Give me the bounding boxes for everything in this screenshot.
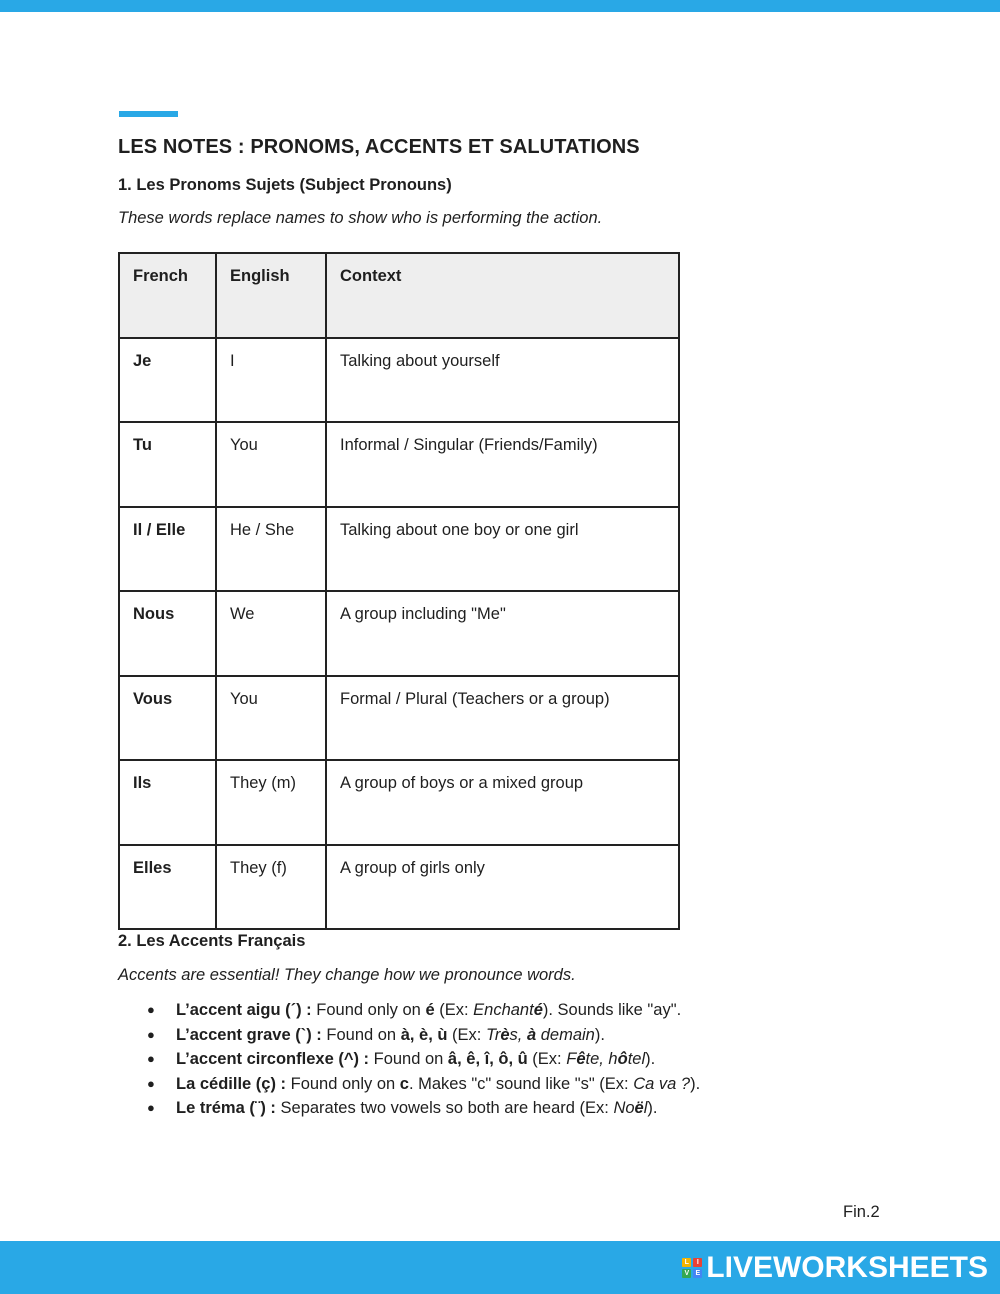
accent-name: L’accent grave (`) : — [176, 1025, 322, 1044]
table-row — [119, 760, 679, 845]
brand-logo[interactable] — [682, 1253, 988, 1283]
cell-context: Talking about yourself — [326, 338, 679, 423]
section-2-heading: 2. Les Accents Français — [118, 932, 306, 950]
cell-english: We — [216, 591, 326, 676]
accent-description-part: Found on — [369, 1050, 448, 1068]
footer-band — [0, 1241, 1000, 1294]
accent-description-part: F — [566, 1050, 577, 1068]
accent-description-part: ë — [634, 1099, 644, 1117]
cell-english: They (f) — [216, 845, 326, 930]
cell-french: Je — [119, 338, 216, 423]
accent-description-part: Enchant — [473, 1001, 534, 1019]
cell-context: Formal / Plural (Teachers or a group) — [326, 676, 679, 761]
accent-description-part: é — [425, 1001, 435, 1019]
accent-name: L’accent aigu (´) : — [176, 1001, 312, 1019]
cell-context: A group including "Me" — [326, 591, 679, 676]
accent-name: L’accent circonflexe (^) : — [176, 1050, 370, 1068]
accent-description-part: (Ex: — [447, 1025, 486, 1044]
page-number: Fin.2 — [843, 1203, 880, 1221]
cell-french: Ils — [119, 760, 216, 845]
cell-french: Il / Elle — [119, 507, 216, 592]
accent-name: Le tréma (¨) : — [176, 1099, 276, 1117]
cell-english: You — [216, 676, 326, 761]
table-row — [119, 338, 679, 423]
accent-description-part: ). — [690, 1074, 701, 1093]
accent-description-part: Found only on — [311, 1001, 426, 1019]
column-header-english: English — [216, 253, 326, 338]
table-row — [119, 845, 679, 930]
pronoun-table — [118, 252, 680, 930]
cell-french: Nous — [119, 591, 216, 676]
accent-list — [145, 998, 700, 1121]
accent-description-part: â, ê, î, ô, û — [447, 1050, 528, 1068]
accent-description-part: ê — [576, 1050, 586, 1068]
list-item — [145, 998, 700, 1023]
cell-french: Vous — [119, 676, 216, 761]
table-row — [119, 422, 679, 507]
cell-french: Elles — [119, 845, 216, 930]
list-item — [145, 1072, 700, 1097]
cell-context: Informal / Singular (Friends/Family) — [326, 422, 679, 507]
accent-description-part: l — [643, 1099, 648, 1117]
accent-description-part: Tr — [485, 1025, 501, 1044]
accent-description-part: te, h — [585, 1050, 618, 1068]
accent-description-part: (Ex: — [434, 1001, 474, 1019]
title-accent-bar — [119, 111, 178, 117]
accent-description-part: Found only on — [286, 1074, 400, 1093]
accent-description-part: Ca va ? — [633, 1074, 691, 1093]
accent-description-part: è — [500, 1025, 510, 1044]
cell-context: A group of girls only — [326, 845, 679, 930]
cell-context: Talking about one boy or one girl — [326, 507, 679, 592]
table-row — [119, 591, 679, 676]
accent-description-part: tel — [627, 1050, 646, 1068]
cell-context: A group of boys or a mixed group — [326, 760, 679, 845]
table-header-row — [119, 253, 679, 338]
accent-description-part: No — [613, 1099, 635, 1117]
liveworksheets-logo-icon — [682, 1258, 702, 1278]
accent-description-part: c — [399, 1074, 409, 1093]
cell-english: They (m) — [216, 760, 326, 845]
accent-description-part: à, è, ù — [400, 1025, 448, 1044]
section-1-intro: These words replace names to show who is performing the action. — [118, 209, 603, 227]
cell-french: Tu — [119, 422, 216, 507]
accent-description-part: ). — [645, 1050, 656, 1068]
accent-description-part: ). — [647, 1099, 658, 1117]
cell-english: I — [216, 338, 326, 423]
accent-description-part: ). Sounds like "ay". — [542, 1001, 682, 1019]
logo-letter: E — [693, 1269, 702, 1278]
accent-description-part: (Ex: — [527, 1050, 567, 1068]
list-item — [145, 1023, 700, 1048]
logo-letter: L — [682, 1258, 691, 1267]
accent-description-part: à — [526, 1025, 537, 1044]
column-header-context: Context — [326, 253, 679, 338]
accent-description-part: Found on — [321, 1025, 401, 1044]
list-item — [145, 1047, 700, 1072]
section-2-intro: Accents are essential! They change how we pronounce words. — [118, 966, 576, 984]
list-item — [145, 1096, 700, 1121]
accent-name: La cédille (ç) : — [176, 1074, 287, 1093]
accent-description-part: . Makes "c" sound like "s" (Ex: — [408, 1074, 634, 1093]
accent-description-part: Separates two vowels so both are heard (Ex: — [275, 1099, 614, 1117]
accent-description-part: ô — [617, 1050, 628, 1068]
page-title: LES NOTES : PRONOMS, ACCENTS ET SALUTATIONS — [118, 136, 640, 158]
table-row — [119, 676, 679, 761]
accent-description-part: é — [533, 1001, 543, 1019]
brand-name: LIVEWORKSHEETS — [706, 1251, 988, 1284]
accent-description-part: ). — [594, 1025, 605, 1044]
section-1-heading: 1. Les Pronoms Sujets (Subject Pronouns) — [118, 176, 452, 194]
column-header-french: French — [119, 253, 216, 338]
accent-description-part: demain — [536, 1025, 595, 1044]
cell-english: He / She — [216, 507, 326, 592]
logo-letter: V — [682, 1269, 691, 1278]
table-row — [119, 507, 679, 592]
cell-english: You — [216, 422, 326, 507]
accent-description-part: s, — [509, 1025, 527, 1044]
logo-letter: I — [693, 1258, 702, 1267]
top-accent-band — [0, 0, 1000, 12]
